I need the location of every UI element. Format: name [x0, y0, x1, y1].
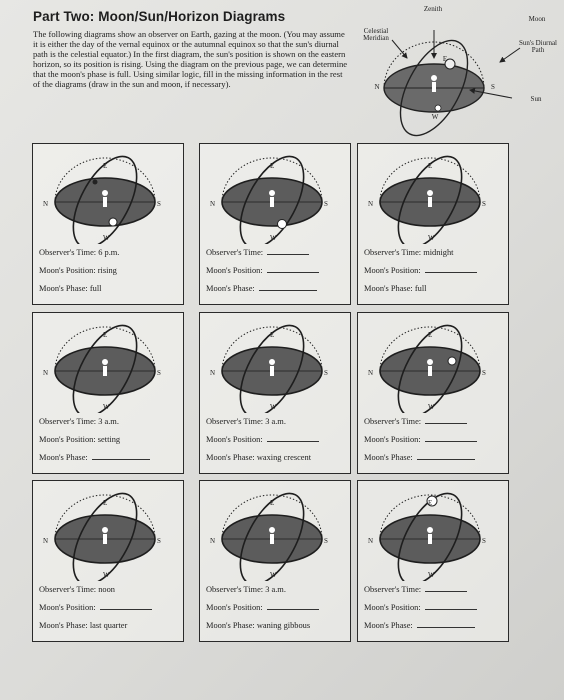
field-label: Observer's Time:: [364, 417, 424, 426]
sun-icon: [93, 180, 98, 185]
diagram-card: [357, 312, 509, 474]
answer-blank[interactable]: [417, 626, 475, 628]
moon-label: Moon: [528, 15, 546, 23]
horizon-diagram: [200, 313, 350, 413]
field-label: Moon's Phase:: [206, 621, 257, 630]
field-label: Observer's Time:: [206, 248, 266, 257]
field-label: Moon's Position:: [39, 266, 98, 275]
zenith-label: Zenith: [423, 5, 443, 13]
east-label: E: [103, 331, 108, 339]
south-label: S: [482, 200, 486, 208]
field-label: Observer's Time:: [364, 248, 424, 257]
field-row: [39, 284, 179, 293]
field-row: [206, 621, 346, 630]
answer-blank[interactable]: [425, 590, 467, 592]
page-title: Part Two: Moon/Sun/Horizon Diagrams: [33, 9, 286, 24]
field-value: full: [89, 284, 102, 293]
field-label: Moon's Position:: [39, 603, 98, 612]
north-label: N: [43, 200, 49, 208]
field-row: [39, 248, 179, 257]
field-value: waning gibbous: [256, 621, 311, 630]
sun-icon: [278, 220, 287, 229]
field-row: [206, 417, 346, 426]
field-label: Moon's Phase:: [206, 284, 257, 293]
field-row: [364, 266, 504, 275]
field-value: full: [414, 284, 427, 293]
north-label: N: [210, 200, 216, 208]
north-label: N: [368, 200, 374, 208]
meridian-label: Celestial Meridian: [363, 27, 389, 43]
horizon-diagram: [358, 144, 508, 244]
field-label: Moon's Position:: [364, 266, 423, 275]
field-label: Moon's Phase:: [39, 621, 90, 630]
south-label: S: [324, 200, 328, 208]
north-label: N: [210, 369, 216, 377]
field-value: rising: [97, 266, 117, 275]
field-label: Observer's Time:: [364, 585, 424, 594]
west-label: W: [428, 403, 435, 411]
field-label: Moon's Position:: [39, 435, 98, 444]
field-row: [206, 266, 346, 275]
diagram-card: [357, 143, 509, 305]
south-label: S: [324, 369, 328, 377]
moon-icon: [435, 105, 441, 111]
west-label: W: [103, 403, 110, 411]
horizon-diagram: [358, 481, 508, 581]
field-row: [206, 453, 346, 462]
diagram-card: [32, 312, 184, 474]
diagram-card: [32, 480, 184, 642]
horizon-diagram: [33, 481, 183, 581]
field-row: [39, 435, 179, 444]
horizon-diagram: [33, 144, 183, 244]
south-label: S: [157, 369, 161, 377]
east-label: E: [270, 499, 275, 507]
horizon-diagram: [358, 313, 508, 413]
field-label: Moon's Phase:: [39, 453, 90, 462]
moon-icon: [109, 218, 117, 226]
field-row: [206, 248, 346, 257]
west-label: W: [270, 571, 277, 579]
field-row: [206, 585, 346, 594]
answer-blank[interactable]: [267, 608, 319, 610]
east-label: E: [270, 162, 275, 170]
diagram-card: [199, 143, 351, 305]
field-row: [364, 417, 504, 426]
field-label: Moon's Position:: [364, 435, 423, 444]
horizon-diagram: [200, 481, 350, 581]
field-row: [364, 621, 504, 630]
east-label: E: [103, 499, 108, 507]
diurnal-label: Sun's Diurnal Path: [518, 39, 557, 55]
west-label: W: [270, 403, 277, 411]
answer-blank[interactable]: [92, 458, 150, 460]
field-row: [39, 603, 179, 612]
diagram-card: [32, 143, 184, 305]
field-row: [364, 248, 504, 257]
answer-blank[interactable]: [259, 289, 317, 291]
horizon-diagram: [33, 313, 183, 413]
field-label: Moon's Position:: [206, 266, 265, 275]
answer-blank[interactable]: [100, 608, 152, 610]
north-label: N: [210, 537, 216, 545]
north-label: N: [368, 537, 374, 545]
field-label: Observer's Time:: [39, 585, 99, 594]
sun-label: Sun: [530, 95, 542, 103]
west-label: W: [431, 113, 439, 121]
diagram-card: [357, 480, 509, 642]
east-label: E: [103, 162, 108, 170]
field-label: Observer's Time:: [206, 585, 266, 594]
north-label: N: [43, 369, 49, 377]
field-row: [364, 284, 504, 293]
south-label: S: [157, 200, 161, 208]
field-label: Moon's Phase:: [364, 621, 415, 630]
diagram-card: [199, 312, 351, 474]
field-value: noon: [98, 585, 115, 594]
field-value: 3 a.m.: [265, 417, 286, 426]
field-label: Moon's Phase:: [39, 284, 90, 293]
instructions-paragraph: The following diagrams show an observer on Earth, gazing at the moon. (You may assume it is either the day of the vernal equinox or the autumnal equinox so that the sun's diurnal path is the celestial equator.) In the first diagram, the sun's position is shown on the eastern horizon, so its position is rising. Using the diagram on the previous page, we can determine that the moon's phase is full. Using similar logic, fill in the missing information in the rest of the diagrams (draw in the sun and moon, if necessary).: [33, 29, 348, 89]
field-label: Moon's Position:: [364, 603, 423, 612]
field-value: last quarter: [89, 621, 128, 630]
answer-blank[interactable]: [425, 440, 477, 442]
south-label: S: [482, 537, 486, 545]
field-label: Observer's Time:: [206, 417, 266, 426]
south-label: S: [491, 83, 495, 91]
diagram-card: [199, 480, 351, 642]
answer-blank[interactable]: [425, 422, 467, 424]
west-label: W: [103, 571, 110, 579]
answer-blank[interactable]: [267, 271, 319, 273]
field-row: [39, 621, 179, 630]
field-label: Observer's Time:: [39, 417, 99, 426]
moon-icon: [448, 357, 456, 365]
field-value: waxing crescent: [256, 453, 312, 462]
field-row: [364, 585, 504, 594]
field-row: [364, 453, 504, 462]
field-value: 3 a.m.: [265, 585, 286, 594]
field-row: [206, 284, 346, 293]
south-label: S: [324, 537, 328, 545]
east-label: E: [428, 331, 433, 339]
east-label: E: [428, 162, 433, 170]
answer-blank[interactable]: [425, 271, 477, 273]
field-value: 3 a.m.: [98, 417, 119, 426]
field-row: [39, 585, 179, 594]
west-label: W: [103, 234, 110, 242]
field-value: midnight: [423, 248, 454, 257]
field-label: Moon's Phase:: [364, 284, 415, 293]
south-label: S: [482, 369, 486, 377]
field-row: [364, 435, 504, 444]
field-row: [39, 417, 179, 426]
answer-blank[interactable]: [267, 440, 319, 442]
horizon-diagram: [200, 144, 350, 244]
east-label: E: [442, 55, 448, 63]
field-label: Moon's Position:: [206, 603, 265, 612]
north-label: N: [368, 369, 374, 377]
west-label: W: [428, 571, 435, 579]
field-row: [39, 453, 179, 462]
east-label: E: [428, 499, 433, 507]
field-label: Moon's Position:: [206, 435, 265, 444]
field-row: [206, 603, 346, 612]
field-label: Moon's Phase:: [364, 453, 415, 462]
west-label: W: [428, 234, 435, 242]
answer-blank[interactable]: [267, 253, 309, 255]
field-label: Moon's Phase:: [206, 453, 257, 462]
answer-blank[interactable]: [417, 458, 475, 460]
south-label: S: [157, 537, 161, 545]
field-row: [206, 435, 346, 444]
field-value: 6 p.m.: [98, 248, 120, 257]
east-label: E: [270, 331, 275, 339]
north-label: N: [43, 537, 49, 545]
field-row: [39, 266, 179, 275]
north-label: N: [374, 83, 380, 91]
west-label: W: [270, 234, 277, 242]
field-value: setting: [97, 435, 121, 444]
field-row: [364, 603, 504, 612]
answer-blank[interactable]: [425, 608, 477, 610]
field-label: Observer's Time:: [39, 248, 99, 257]
example-diagram: [352, 0, 564, 140]
